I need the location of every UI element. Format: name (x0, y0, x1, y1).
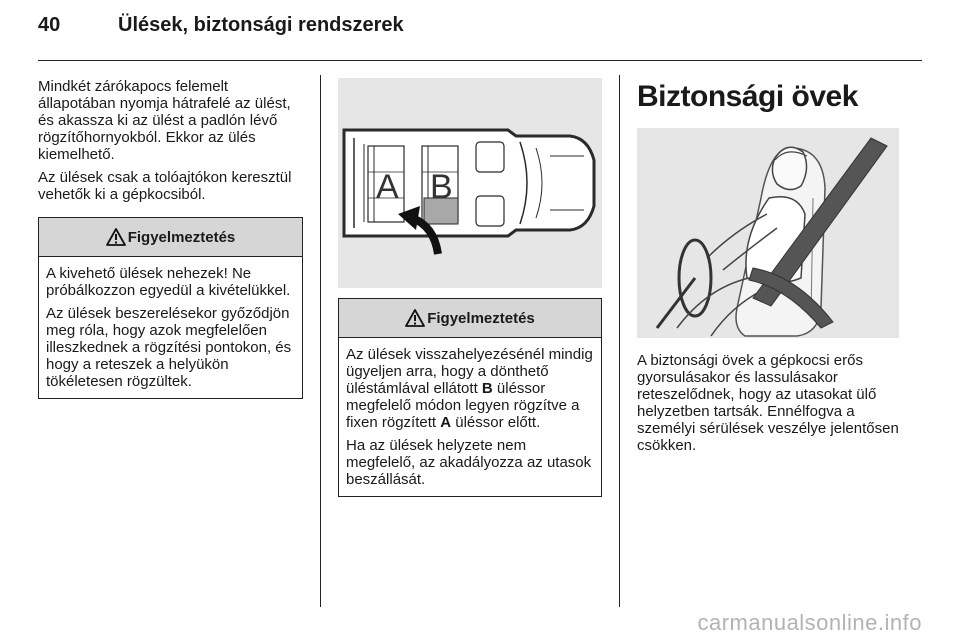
warning-header (339, 299, 601, 338)
warning-title: Figyelmeztetés (127, 228, 236, 246)
middle-column (338, 78, 602, 497)
warning-box (338, 298, 602, 497)
column-divider-left (320, 75, 321, 607)
warning-paragraph: Ha az ülések helyzete nem megfelelő, az akadályozza az utasok beszállását. (346, 437, 592, 488)
body-paragraph: Mindkét zárókapocs felemelt állapotában nyomja hátrafelé az ülést, és akassza ki az ülést a padlón lévő rögzítőhornyokból. Ekkor az ülés kiemelhető. (38, 78, 291, 163)
page-header (38, 14, 404, 46)
page-title: Ülések, biztonsági rendszerek (118, 14, 404, 36)
seat-layout-diagram (338, 78, 602, 288)
text-run: üléssor előtt. (451, 414, 541, 431)
seatbelt-driver-illustration (637, 128, 899, 338)
warning-header (39, 218, 302, 257)
warning-paragraph: A kivehető ülések nehezek! Ne próbálkozzon egyedül a kivételükkel. (46, 265, 291, 299)
warning-box (38, 217, 303, 399)
seat-label-b: B (430, 168, 453, 206)
text-run: üléssor megfelelő módon legyen rögzítve a fixen rögzített (346, 380, 580, 431)
page-number: 40 (38, 14, 61, 36)
warning-title: Figyelmeztetés (427, 309, 535, 327)
warning-triangle-icon (106, 228, 126, 246)
warning-paragraph: Az ülések beszerelésekor győződjön meg róla, hogy azok megfelelően illeszkednek a rögzítési pontokon, és hogy a reteszek a helyükön tökéletesen rögzültek. (46, 305, 292, 390)
header-rule (38, 60, 922, 61)
seat-label-a: A (376, 168, 399, 206)
text-run: Az ülések visszahelyezésénél mindig ügyeljen arra, hogy a dönthető üléstámlával ellátott (346, 346, 593, 397)
section-heading: Biztonsági övek (637, 80, 858, 113)
warning-body (339, 338, 601, 496)
left-column (38, 78, 306, 399)
watermark: carmanualsonline.info (697, 610, 922, 635)
row-a-ref: A (440, 414, 452, 431)
row-b-ref: B (481, 380, 493, 397)
warning-paragraph (346, 346, 593, 431)
column-divider-right (619, 75, 620, 607)
body-paragraph: A biztonsági övek a gépkocsi erős gyorsulásakor és lassulásakor reteszelődnek, hogy az utasokat ülő helyzetben tartsák. Ennélfogva a személyi sérülések veszélye jelentősen csökken. (637, 352, 899, 454)
warning-body (39, 257, 302, 398)
body-paragraph: Az ülések csak a tolóajtókon keresztül vehetők ki a gépkocsiból. (38, 169, 292, 203)
right-column (637, 78, 905, 460)
warning-triangle-icon (405, 309, 425, 327)
